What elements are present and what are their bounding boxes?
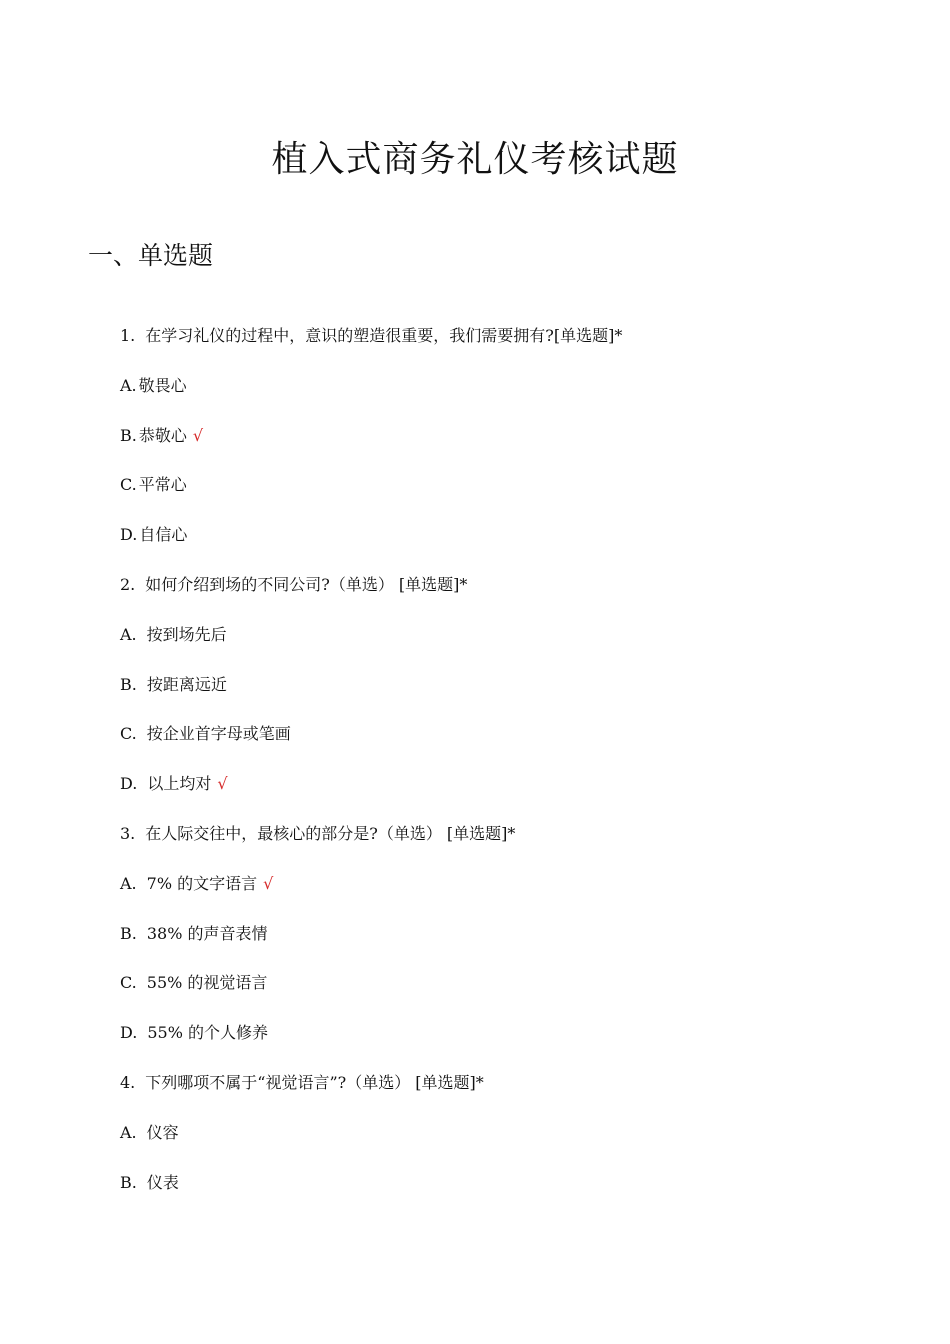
option-letter: A. — [120, 624, 137, 644]
option-1-d — [120, 521, 910, 571]
option-2-b — [120, 671, 910, 721]
option-letter: C. — [120, 973, 137, 993]
option-letter: D. — [120, 525, 138, 545]
option-letter: D. — [120, 1023, 138, 1043]
option-text: 按企业首字母或笔画 — [146, 724, 291, 744]
question-number: 3. — [120, 823, 136, 843]
option-text: 按到场先后 — [146, 624, 227, 644]
option-letter: B. — [120, 425, 137, 445]
option-letter: C. — [120, 724, 137, 744]
question-text: 如何介绍到场的不同公司?（单选） [单选题]* — [145, 574, 468, 594]
option-3-b — [120, 920, 910, 970]
option-1-b — [120, 422, 910, 472]
option-letter: B. — [120, 923, 137, 943]
option-letter: C. — [120, 475, 137, 495]
question-number: 2. — [120, 574, 136, 594]
option-text: 恭敬心 — [138, 425, 187, 445]
correct-check-icon: √ — [217, 774, 228, 794]
option-3-c — [120, 969, 910, 1019]
option-letter: A. — [120, 1122, 137, 1142]
question-text: 下列哪项不属于“视觉语言”?（单选） [单选题]* — [145, 1072, 484, 1092]
option-text: 仪容 — [146, 1122, 179, 1142]
option-2-d — [120, 770, 910, 820]
option-1-c — [120, 471, 910, 521]
question-text: 在学习礼仪的过程中，意识的塑造很重要，我们需要拥有?[单选题]* — [145, 326, 623, 345]
option-2-a — [120, 621, 910, 671]
question-number: 4. — [120, 1072, 136, 1092]
option-text: 38% 的声音表情 — [146, 923, 268, 943]
option-text: 按距离远近 — [146, 674, 227, 694]
option-text: 敬畏心 — [138, 375, 187, 395]
option-text: 自信心 — [139, 525, 188, 545]
option-4-a — [120, 1119, 910, 1169]
option-1-a — [120, 372, 910, 422]
option-text: 平常心 — [138, 475, 187, 495]
option-3-d — [120, 1019, 910, 1069]
option-text: 55% 的个人修养 — [147, 1023, 268, 1043]
option-text: 55% 的视觉语言 — [146, 973, 268, 993]
question-4 — [120, 1069, 910, 1119]
option-text: 仪表 — [146, 1172, 179, 1192]
option-letter: A. — [120, 375, 137, 395]
question-list — [120, 322, 910, 1218]
question-3 — [120, 820, 910, 870]
option-2-c — [120, 720, 910, 770]
option-4-b — [120, 1169, 910, 1219]
option-3-a — [120, 870, 910, 920]
question-text: 在人际交往中，最核心的部分是?（单选） [单选题]* — [145, 823, 516, 843]
option-letter: B. — [120, 674, 137, 694]
question-2 — [120, 571, 910, 621]
document-title: 植入式商务礼仪考核试题 — [271, 139, 679, 180]
option-text: 7% 的文字语言 — [146, 873, 258, 893]
correct-check-icon: √ — [192, 425, 204, 445]
option-letter: B. — [120, 1172, 137, 1192]
question-number: 1. — [120, 326, 136, 345]
option-letter: D. — [120, 774, 138, 794]
question-1 — [120, 322, 910, 372]
option-letter: A. — [120, 873, 137, 893]
section-heading: 一、单选题 — [88, 241, 214, 270]
correct-check-icon: √ — [263, 873, 274, 893]
option-text: 以上均对 — [147, 774, 212, 794]
